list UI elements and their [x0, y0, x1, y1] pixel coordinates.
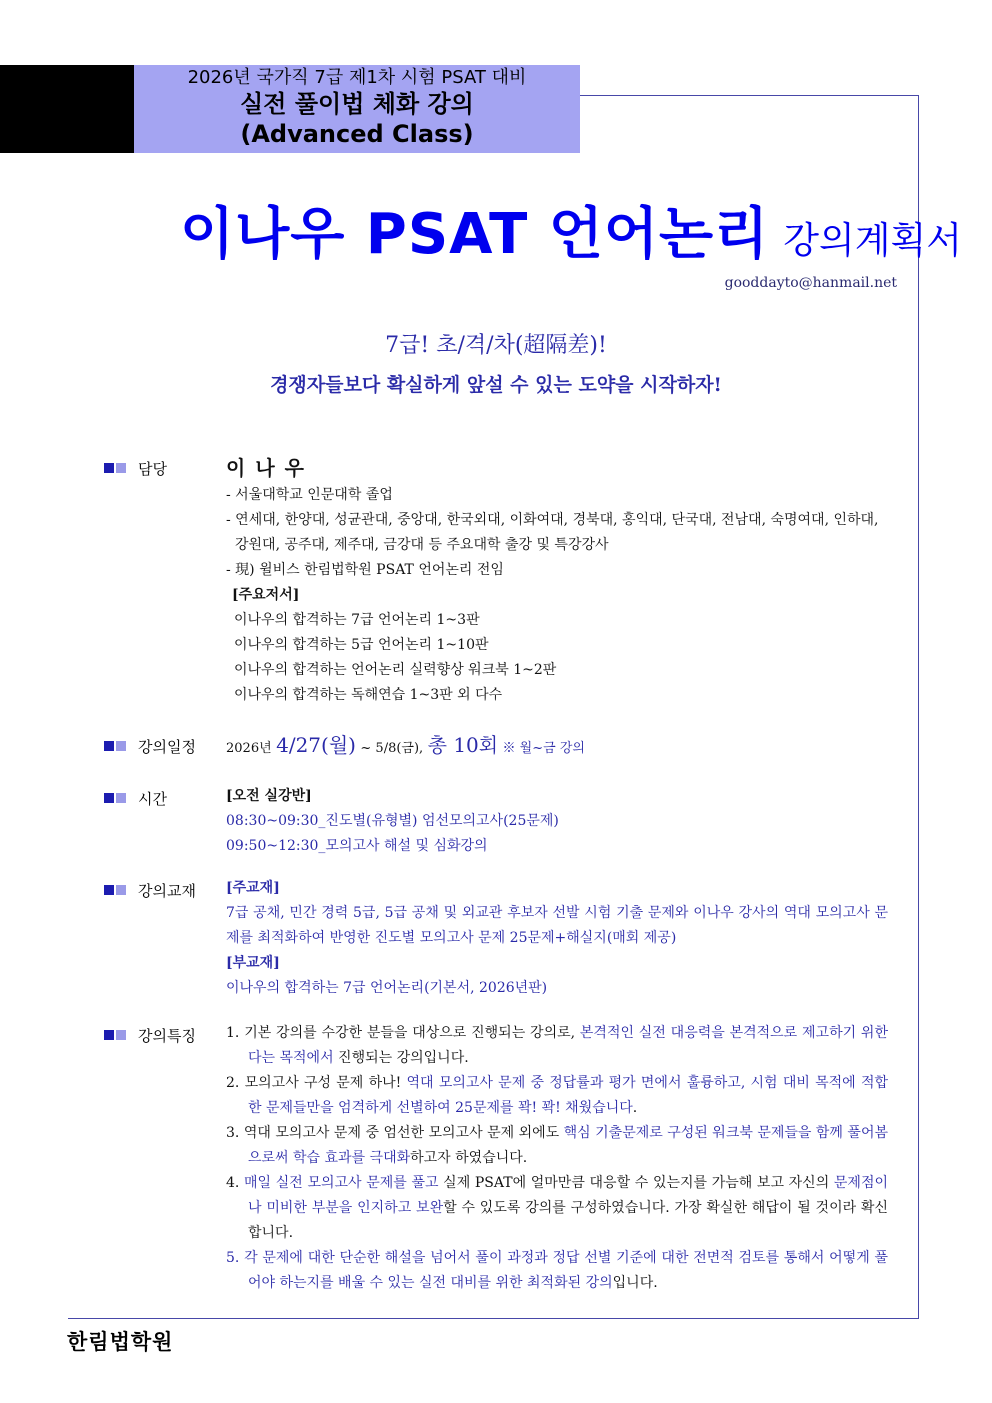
section-label-schedule: 강의일정: [104, 736, 196, 757]
contact-email[interactable]: gooddayto@hanmail.net: [724, 275, 897, 291]
slogan-headline: 7급! 초/격/차(超隔差)!: [385, 333, 607, 358]
bullet-square-icon: [104, 793, 114, 803]
bullet-square-icon: [104, 1030, 114, 1040]
main-textbook-heading: [주교재]: [226, 880, 280, 896]
book-item: 이나우의 합격하는 7급 언어논리 1~3판: [234, 612, 480, 628]
class-name: [오전 실강반]: [226, 788, 312, 804]
section-label-instructor: 담당: [104, 458, 200, 479]
schedule-start: 4/27(월): [276, 733, 356, 757]
book-item: 이나우의 합격하는 언어논리 실력향상 워크북 1~2판: [234, 662, 557, 678]
main-textbook-desc: 7급 공채, 민간 경력 5급, 5급 공채 및 외교관 후보자 선발 시험 기출 문제와 이나우 강사의 역대 모의고사 문제를 최적화하여 반영한 진도별 모의고사 문제 25문제+해실지(매회 제공): [226, 905, 888, 946]
schedule-end: ~ 5/8(금),: [360, 741, 424, 756]
sub-textbook-heading: [부교재]: [226, 955, 280, 971]
bullet-square-icon: [116, 741, 126, 751]
features-section: [226, 1021, 888, 1296]
books-heading: [주요저서]: [232, 587, 300, 603]
instructor-section: [226, 453, 888, 708]
time-slot: 09:50~12:30_모의고사 해설 및 심화강의: [226, 838, 488, 854]
schedule-section: [226, 733, 888, 761]
slogan-subline: 경쟁자들보다 확실하게 앞설 수 있는 도약을 시작하자!: [270, 374, 722, 396]
schedule-year: 2026년: [226, 741, 272, 756]
instructor-name: 이나우: [226, 456, 314, 480]
title-sub: 강의계획서: [783, 219, 962, 262]
section-label-time: 시간: [104, 788, 200, 809]
frame-top-line: [580, 95, 918, 96]
header-course-name: 실전 풀이법 체화 강의: [240, 90, 474, 118]
bullet-square-icon: [104, 741, 114, 751]
course-header-band: [134, 65, 580, 153]
title-main: 이나우 PSAT 언어논리: [180, 202, 770, 267]
book-item: 이나우의 합격하는 5급 언어논리 1~10판: [234, 637, 489, 653]
page-title: [180, 190, 962, 270]
bullet-square-icon: [104, 463, 114, 473]
academy-logo: 한림법학원: [67, 1330, 174, 1354]
schedule-total: 총 10회: [427, 733, 499, 757]
header-class-type: (Advanced Class): [240, 120, 474, 148]
time-slot: 08:30~09:30_진도별(유형별) 엄선모의고사(25문제): [226, 813, 559, 829]
textbook-section: [226, 876, 888, 1001]
career-item: - 現) 윌비스 한림법학원 PSAT 언어논리 전임: [226, 562, 504, 578]
time-section: [226, 784, 888, 859]
feature-item: 2. 모의고사 구성 문제 하나! 역대 모의고사 문제 중 정답률과 평가 면에서 훌륭하고, 시험 대비 목적에 적합한 문제들만을 엄격하게 선별하여 25문제를 꽉! 꽉! 채웠습니다.: [226, 1075, 889, 1116]
bullet-square-icon: [104, 885, 114, 895]
section-label-textbook: 강의교재: [104, 880, 196, 901]
bullet-square-icon: [116, 1030, 126, 1040]
feature-item: 1. 기본 강의를 수강한 분들을 대상으로 진행되는 강의로, 본격적인 실전 대응력을 본격적으로 제고하기 위한다는 목적에서 진행되는 강의입니다.: [226, 1025, 888, 1066]
career-item: - 서울대학교 인문대학 졸업: [226, 487, 393, 503]
frame-bottom-line: [68, 1318, 919, 1319]
schedule-note: ※ 월~금 강의: [502, 741, 585, 756]
feature-item: 4. 매일 실전 모의고사 문제를 풀고 실제 PSAT에 얼마만큼 대응할 수 있는지를 가늠해 보고 자신의 문제점이나 미비한 부분을 인지하고 보완할 수 있도록 강의를 구성하였습니다. 가장 확실한 해답이 될 것이라 확신합니다.: [226, 1175, 888, 1241]
sub-textbook-desc: 이나우의 합격하는 7급 언어논리(기본서, 2026년판): [226, 980, 548, 996]
feature-item: 3. 역대 모의고사 문제 중 엄선한 모의고사 문제 외에도 핵심 기출문제로 구성된 워크북 문제들을 함께 풀어봄으로써 학습 효과를 극대화하고자 하였습니다.: [226, 1125, 889, 1166]
bullet-square-icon: [116, 793, 126, 803]
header-exam-line: 2026년 국가직 7급 제1차 시험 PSAT 대비: [187, 67, 527, 88]
header-black-block: [0, 65, 134, 153]
frame-right-line: [918, 95, 919, 1319]
career-item: - 연세대, 한양대, 성균관대, 중앙대, 한국외대, 이화여대, 경북대, 홍익대, 단국대, 전남대, 숙명여대, 인하대, 강원대, 공주대, 제주대, 금강대 등 주요대학 출강 및 특강강사: [226, 512, 879, 553]
bullet-square-icon: [116, 463, 126, 473]
bullet-square-icon: [116, 885, 126, 895]
feature-item: 5. 각 문제에 대한 단순한 해설을 넘어서 풀이 과정과 정답 선별 기준에 대한 전면적 검토를 통해서 어떻게 풀어야 하는지를 배울 수 있는 실전 대비를 위한 최적화된 강의입니다.: [226, 1250, 888, 1291]
book-item: 이나우의 합격하는 독해연습 1~3판 외 다수: [234, 687, 503, 703]
section-label-features: 강의특징: [104, 1025, 196, 1046]
